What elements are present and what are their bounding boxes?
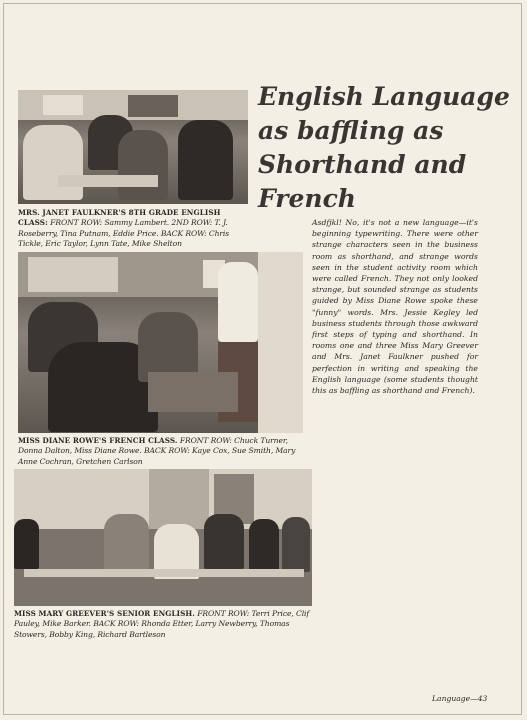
caption-lead: MISS DIANE ROWE'S FRENCH CLASS. <box>18 436 178 445</box>
caption-lead: MRS. JANET FAULKNER'S 8TH GRADE ENGLISH CLASS: <box>18 208 221 228</box>
caption-text: FRONT ROW: Terri Price, Clif Pauley, Mike Barker. BACK ROW: Rhonda Etter, Larry Newberry, Thomas Stowers, Bobby King, Richard Bartleson <box>14 609 310 639</box>
class-photo-english-8th-grade <box>18 90 248 204</box>
caption-text: FRONT ROW: Chuck Turner, Donna Dalton, Miss Diane Rowe. BACK ROW: Kaye Cox, Sue Smith, Mary Anne Cochran, Gretchen Carlson <box>18 436 296 466</box>
class-photo-french <box>18 252 303 433</box>
page-footer: Language—43 <box>432 694 488 703</box>
headline <box>258 80 510 216</box>
caption-lead: MISS MARY GREEVER'S SENIOR ENGLISH. <box>14 609 195 618</box>
headline-line: French <box>258 184 356 213</box>
headline-line: English Language <box>258 82 510 111</box>
caption-text: FRONT ROW: Sammy Lambert. 2ND ROW: T. J. Roseberry, Tina Putnam, Eddie Price. BACK ROW: Chris Tickle, Eric Taylor, Lynn Tate, Mike Shelton <box>18 218 230 249</box>
article-body: Asdfjkl! No, it's not a new language—it's beginning typewriting. There were other strange characters seen in the business room as shorthand, and strange words seen in the student activity room which were called French. They not only looked strange, but sounded strange as students guided by Miss Diane Rowe spoke these "funny" words. Mrs. Jessie Kegley led business students through those awkward first steps of typing and shorthand. In rooms one and three Miss Mary Greever and Mrs. Janet Faulkner pushed for perfection in writing and speaking the English language (some students thought this as baffling as shorthand and French). <box>312 218 478 396</box>
class-photo-senior-english <box>14 469 312 606</box>
photo-caption-english-8th-grade <box>18 208 250 250</box>
headline-line: Shorthand and <box>258 150 467 179</box>
photo-caption-senior-english <box>14 609 314 640</box>
headline-line: as baffling as <box>258 116 444 145</box>
photo-caption-french <box>18 436 308 467</box>
